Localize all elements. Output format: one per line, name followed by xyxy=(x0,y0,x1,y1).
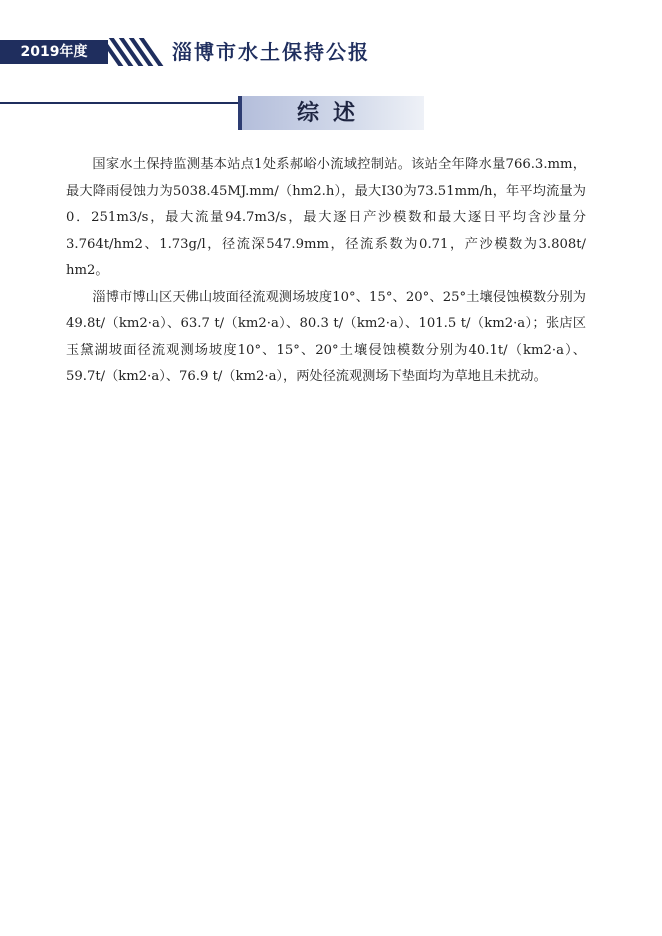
section-heading xyxy=(238,96,424,130)
year-label: 2019年度 xyxy=(0,40,108,64)
report-header xyxy=(0,36,420,68)
report-title: 淄博市水土保持公报 xyxy=(172,40,370,64)
body-text xyxy=(66,152,586,391)
paragraph-runoff-plots: 淄博市博山区天佛山坡面径流观测场坡度10°、15°、20°、25°土壤侵蚀模数分别为49.8t/（km2·a）、63.7 t/（km2·a）、80.3 t/（km2·a）、101.5 t/（km2·a）；张店区玉黛湖坡面径流观测场坡度10°、15°、20°土壤侵蚀模数分别为40.1t/（km2·a）、59.7t/（km2·a）、76.9 t/（km2·a），两处径流观测场下垫面均为草地且未扰动。 xyxy=(66,289,586,384)
paragraph-monitoring-station: 国家水土保持监测基本站点1处系郝峪小流域控制站。该站全年降水量766.3.mm，最大降雨侵蚀力为5038.45MJ.mm/（hm2.h），最大I30为73.51mm/h，年平均流量为0．251m3/s，最大流量94.7m3/s，最大逐日产沙模数和最大逐日平均含沙量分3.764t/hm2、1.73g/l，径流深547.9mm，径流系数为0.71，产沙模数为3.808t/ hm2。 xyxy=(66,157,586,278)
section-title: 综述 xyxy=(296,100,369,126)
decorative-stripes xyxy=(106,38,164,66)
